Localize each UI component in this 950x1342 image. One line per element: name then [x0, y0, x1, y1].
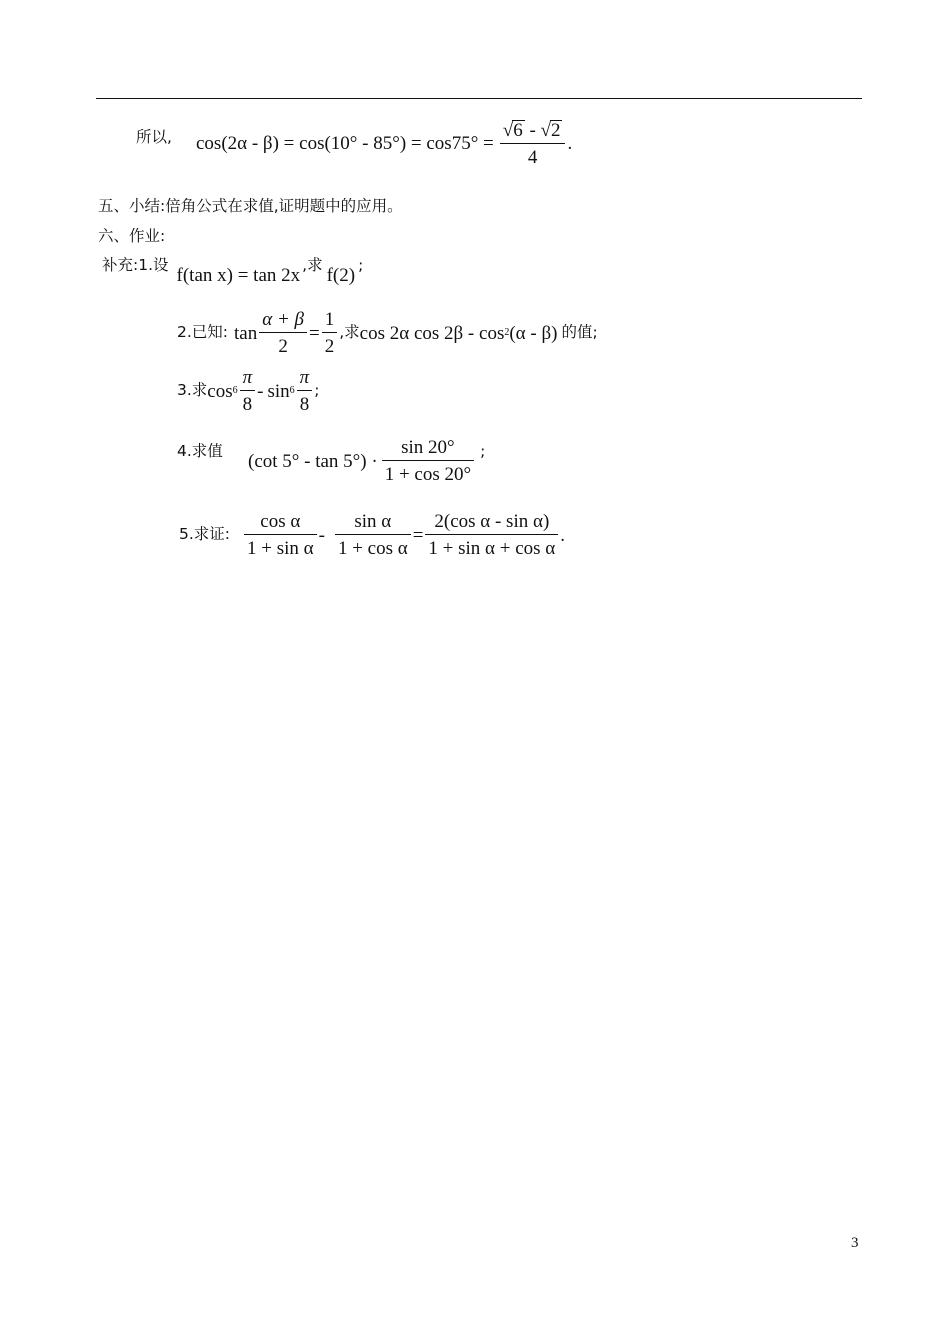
exercise-3-pow-cos: 6 — [232, 385, 238, 396]
homework-heading: 六、作业: — [98, 227, 166, 245]
exercise-3-pow-sin: 6 — [289, 385, 295, 396]
exercise-3-fraction-2 — [297, 368, 313, 414]
exercise-2-tail: 的值; — [561, 323, 598, 342]
sqrt-icon: √ — [540, 120, 551, 141]
exercise-4-frac-numerator: sin 20° — [382, 438, 474, 461]
exercise-3-pi-2: π — [297, 368, 313, 391]
exercise-5-f2-denominator: 1 + cos α — [337, 538, 408, 559]
exercise-1-label: 补充:1.设 — [102, 255, 169, 274]
exercise-2 — [177, 310, 598, 356]
sqrt-icon: √ — [502, 120, 514, 141]
summary-heading: 五、小结:倍角公式在求值,证明题中的应用。 — [98, 197, 403, 215]
header-rule — [96, 98, 862, 99]
conclusion-frac-denominator: 4 — [527, 147, 538, 168]
exercise-2-eq: = — [309, 322, 320, 344]
exercise-5-fraction-2 — [335, 512, 411, 558]
exercise-3-sin: sin — [267, 380, 290, 402]
exercise-4-frac-denominator: 1 + cos 20° — [384, 464, 472, 485]
exercise-4-end: ; — [480, 442, 486, 461]
exercise-5-f1-denominator: 1 + sin α — [247, 538, 314, 559]
exercise-5-fraction-3 — [425, 512, 558, 558]
conclusion-end: . — [567, 133, 573, 154]
exercise-4-fraction — [382, 438, 474, 484]
exercise-3-label: 3.求 — [177, 381, 208, 400]
exercise-3-pi-1: π — [240, 368, 256, 391]
exercise-1-lhs: f(tan x) = tan 2x — [176, 265, 301, 286]
conclusion-fraction — [500, 120, 566, 167]
conclusion-expr-left: cos(2α - β) = cos(10° - 85°) = cos75° = — [196, 133, 494, 154]
exercise-5-f2-numerator: sin α — [335, 512, 411, 535]
exercise-4-label: 4.求值 — [177, 442, 223, 460]
conclusion-prefix: 所以, — [136, 128, 172, 146]
exercise-2-half-numerator: 1 — [322, 310, 338, 333]
exercise-1-rhs: f(2) — [326, 265, 356, 286]
sqrt-six: 6 — [513, 120, 523, 141]
exercise-5-fraction-1 — [244, 512, 317, 558]
exercise-3-end: ; — [314, 381, 320, 400]
exercise-1-mid: ,求 — [302, 255, 323, 274]
exercise-5-label: 5.求证: — [179, 525, 231, 544]
exercise-2-frac-numerator: α + β — [259, 310, 307, 333]
exercise-5-eq: = — [412, 524, 424, 546]
exercise-3 — [177, 368, 319, 414]
exercise-2-half-denominator: 2 — [324, 336, 335, 357]
exercise-2-expr-b: (α - β) — [509, 322, 558, 344]
exercise-5 — [179, 512, 565, 558]
page-number: 3 — [851, 1235, 859, 1251]
exercise-3-den-2: 8 — [299, 394, 310, 415]
exercise-3-fraction-1 — [240, 368, 256, 414]
conclusion-expression — [196, 120, 572, 167]
exercise-4 — [248, 438, 485, 484]
exercise-3-minus: - — [257, 380, 264, 402]
conclusion-num-op: - — [529, 120, 536, 141]
exercise-2-label: 2.已知: — [177, 323, 229, 342]
exercise-1-end: ; — [358, 255, 364, 274]
exercise-2-half — [322, 310, 338, 356]
exercise-5-end: . — [560, 524, 565, 546]
exercise-5-f1-numerator: cos α — [244, 512, 317, 535]
exercise-2-ask: ,求 — [339, 323, 360, 342]
exercise-2-expr-a: cos 2α cos 2β - cos — [359, 322, 505, 344]
exercise-2-fraction — [259, 310, 307, 356]
exercise-3-den-1: 8 — [242, 394, 253, 415]
exercise-5-f3-numerator: 2(cos α - sin α) — [425, 512, 558, 535]
exercise-2-frac-denominator: 2 — [278, 336, 288, 357]
exercise-5-f3-denominator: 1 + sin α + cos α — [428, 538, 556, 559]
exercise-1 — [102, 255, 364, 286]
exercise-5-minus: - — [318, 524, 325, 546]
conclusion-frac-numerator — [500, 120, 566, 144]
exercise-4-paren: (cot 5° - tan 5°) · — [248, 450, 378, 472]
exercise-3-cos: cos — [207, 380, 233, 402]
sqrt-two: 2 — [550, 120, 561, 141]
exercise-2-tan: tan — [234, 322, 258, 344]
exercise-2-expr-sup: 2 — [504, 327, 510, 338]
